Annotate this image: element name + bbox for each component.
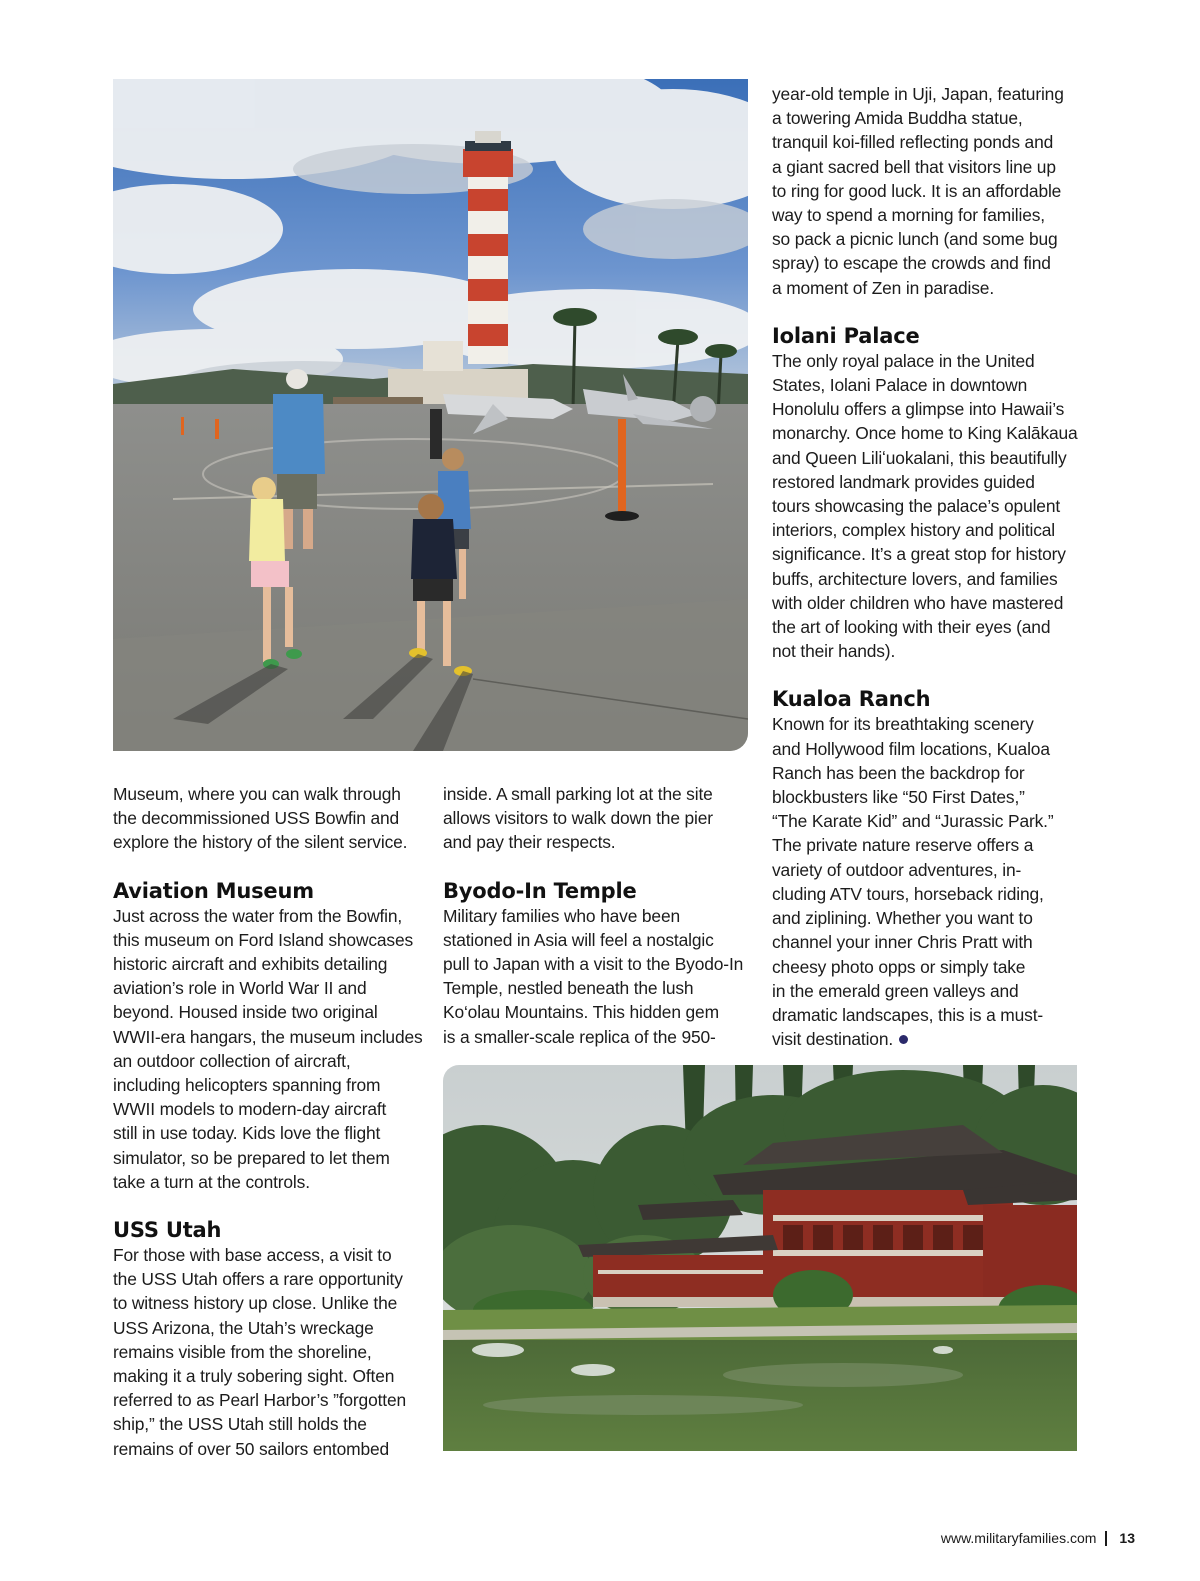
text-line: Honolulu offers a glimpse into Hawaii’s — [772, 399, 1065, 420]
aviation-museum-heading: Aviation Museum — [113, 878, 314, 903]
text-line: not their hands). — [772, 641, 896, 662]
text-line: allows visitors to walk down the pier — [443, 808, 713, 829]
temple-photo-illustration — [443, 1065, 1077, 1451]
text-line: Military families who have been — [443, 905, 680, 926]
bowfin-continued-paragraph — [113, 782, 433, 855]
text-line: Museum, where you can walk through — [113, 784, 401, 804]
aviation-museum-paragraph — [113, 904, 433, 1194]
utah-continued-paragraph — [443, 782, 763, 855]
text-line: simulator, so be prepared to let them — [113, 1147, 390, 1168]
byodo-in-temple-photo — [443, 1065, 1077, 1451]
text-line: this museum on Ford Island showcases — [113, 929, 414, 950]
text-line: “The Karate Kid” and “Jurassic Park.” — [772, 811, 1054, 832]
text-line: ship,” the USS Utah still holds the — [113, 1414, 367, 1435]
text-line: beyond. Housed inside two original — [113, 1002, 378, 1023]
page-footer — [941, 1530, 1135, 1546]
text-line: way to spend a morning for families, — [772, 205, 1045, 226]
text-line: Known for its breathtaking scenery — [772, 714, 1034, 735]
text-line: variety of outdoor adventures, in- — [772, 859, 1022, 880]
text-line: is a smaller-scale replica of the 950- — [443, 1026, 716, 1047]
text-line: remains of over 50 sailors entombed — [113, 1438, 390, 1459]
text-line: monarchy. Once home to King Kalākaua — [772, 423, 1078, 444]
text-line: tranquil koi-filled reflecting ponds and — [772, 132, 1054, 153]
website-url[interactable]: www.militaryfamilies.com — [940, 1530, 1097, 1546]
text-line: a giant sacred bell that visitors line up — [772, 156, 1056, 177]
text-line: a towering Amida Buddha statue, — [772, 108, 1023, 129]
byodo-in-temple-heading: Byodo-In Temple — [443, 878, 637, 903]
text-line: stationed in Asia will feel a nostalgic — [443, 929, 714, 950]
column-2 — [443, 782, 763, 1049]
column-1 — [113, 782, 433, 1461]
text-line: making it a truly sobering sight. Often — [113, 1366, 395, 1387]
text-line: WWII-era hangars, the museum includes — [113, 1026, 423, 1047]
text-line: referred to as Pearl Harbor’s ”forgotten — [113, 1390, 407, 1411]
text-line: an outdoor collection of aircraft, — [113, 1050, 351, 1071]
text-line: to ring for good luck. It is an affordable — [772, 180, 1062, 201]
iolani-palace-paragraph — [772, 349, 1092, 664]
text-line: and ziplining. Whether you want to — [772, 908, 1033, 929]
text-line: Ranch has been the backdrop for — [772, 762, 1025, 783]
footer-divider — [1105, 1531, 1107, 1546]
column-3 — [772, 82, 1092, 1051]
text-line: and Hollywood film locations, Kualoa — [772, 738, 1050, 759]
uss-utah-heading: USS Utah — [113, 1218, 222, 1243]
text-line: For those with base access, a visit to — [113, 1245, 392, 1266]
text-line: visit destination. — [772, 1029, 894, 1050]
text-line: WWII models to modern-day aircraft — [113, 1099, 387, 1120]
text-line: buffs, architecture lovers, and families — [772, 568, 1058, 589]
text-line: the USS Utah offers a rare opportunity — [113, 1269, 403, 1290]
text-line: including helicopters spanning from — [113, 1075, 381, 1096]
text-line: restored landmark provides guided — [772, 471, 1035, 492]
text-line: cheesy photo opps or simply take — [772, 956, 1026, 977]
text-line: so pack a picnic lunch (and some bug — [772, 229, 1058, 250]
text-line: channel your inner Chris Pratt with — [772, 932, 1033, 953]
text-line: Just across the water from the Bowfin, — [113, 905, 403, 926]
text-line: spray) to escape the crowds and find — [772, 253, 1051, 274]
kualoa-ranch-heading: Kualoa Ranch — [772, 687, 931, 712]
text-line: historic aircraft and exhibits detailing — [113, 954, 388, 975]
text-line: year-old temple in Uji, Japan, featuring — [772, 84, 1064, 104]
text-line-last — [772, 1027, 1092, 1051]
control-tower — [463, 131, 513, 364]
text-line: Temple, nestled beneath the lush — [443, 978, 694, 999]
text-line: The private nature reserve offers a — [772, 835, 1034, 856]
text-line: USS Arizona, the Utah’s wreckage — [113, 1317, 374, 1338]
text-line: with older children who have mastered — [772, 592, 1064, 613]
byodo-in-temple-paragraph — [443, 904, 763, 1049]
text-line: dramatic landscapes, this is a must- — [772, 1004, 1044, 1025]
aviation-museum-photo — [113, 79, 748, 751]
aviation-photo-illustration — [113, 79, 748, 751]
text-line: aviation’s role in World War II and — [113, 978, 367, 999]
uss-utah-paragraph — [113, 1243, 433, 1461]
text-line: inside. A small parking lot at the site — [443, 784, 713, 804]
text-line: and pay their respects. — [443, 832, 616, 853]
text-line: Ko‘olau Mountains. This hidden gem — [443, 1002, 719, 1023]
text-line: cluding ATV tours, horseback riding, — [772, 883, 1044, 904]
text-line: The only royal palace in the United — [772, 350, 1035, 371]
text-line: remains visible from the shoreline, — [113, 1341, 372, 1362]
text-line: and Queen Liliʻuokalani, this beautifully — [772, 447, 1067, 468]
byodo-continued-paragraph — [772, 82, 1092, 300]
text-line: take a turn at the controls. — [113, 1171, 310, 1192]
text-line: to witness history up close. Unlike the — [113, 1293, 398, 1314]
text-line: still in use today. Kids love the flight — [113, 1123, 381, 1144]
text-line: explore the history of the silent service. — [113, 832, 408, 853]
text-line: the art of looking with their eyes (and — [772, 617, 1051, 638]
page-number: 13 — [1119, 1530, 1135, 1546]
text-line: blockbusters like “50 First Dates,” — [772, 787, 1025, 808]
iolani-palace-heading: Iolani Palace — [772, 323, 920, 348]
text-line: a moment of Zen in paradise. — [772, 277, 994, 298]
text-line: in the emerald green valleys and — [772, 980, 1019, 1001]
end-of-article-mark — [899, 1035, 908, 1044]
text-line: interiors, complex history and political — [772, 520, 1056, 541]
text-line: pull to Japan with a visit to the Byodo-In — [443, 954, 744, 975]
text-line: the decommissioned USS Bowfin and — [113, 808, 400, 829]
text-line: States, Iolani Palace in downtown — [772, 375, 1028, 396]
text-line: tours showcasing the palace’s opulent — [772, 496, 1061, 517]
kualoa-ranch-paragraph — [772, 712, 1092, 1051]
text-line: significance. It’s a great stop for history — [772, 544, 1066, 565]
